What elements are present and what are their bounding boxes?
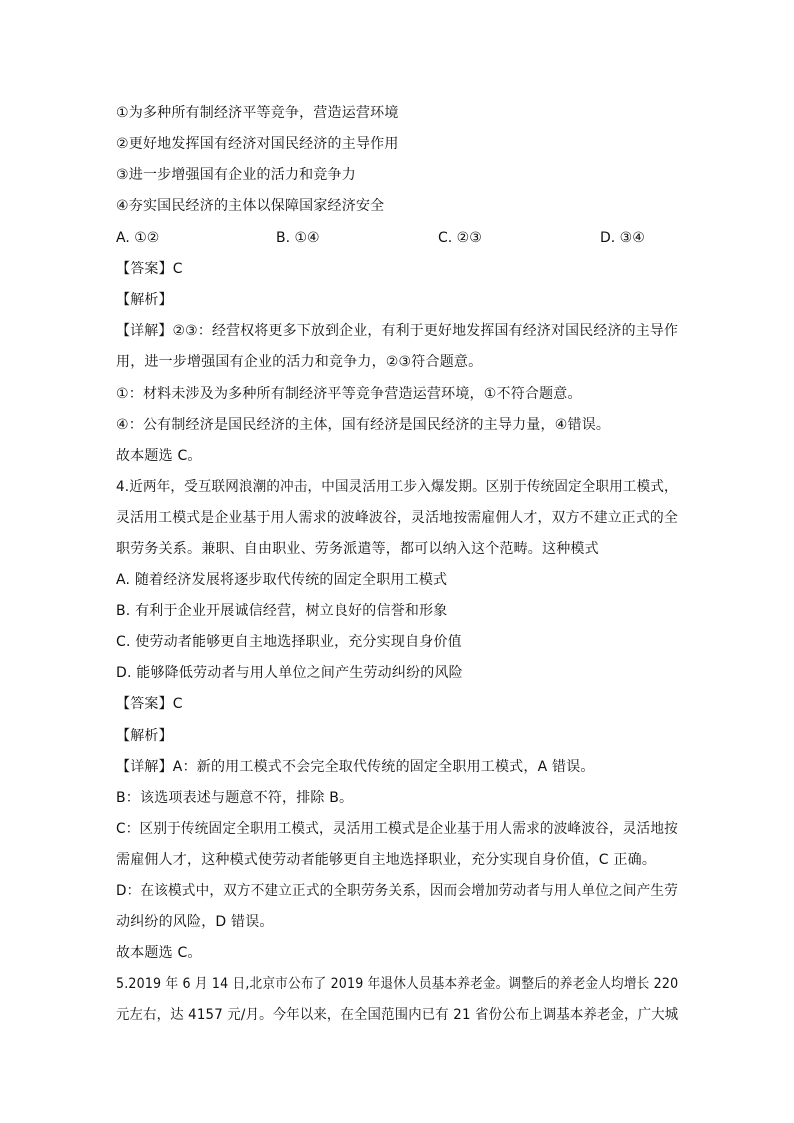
q4-option-d: D. 能够降低劳动者与用人单位之间产生劳动纠纷的风险 xyxy=(116,665,463,681)
q3-answer: 【答案】C xyxy=(116,261,183,277)
q3-statement-1: ①为多种所有制经济平等竞争，营造运营环境 xyxy=(116,105,399,121)
q4-option-c: C. 使劳动者能够更自主地选择职业，充分实现自身价值 xyxy=(116,634,462,650)
q3-statement-4: ④夯实国民经济的主体以保障国家经济安全 xyxy=(116,198,385,214)
q3-conclusion: 故本题选 C。 xyxy=(116,448,202,464)
q4-detail-line-1: 【详解】A：新的用工模式不会完全取代传统的固定全职用工模式，A 错误。 xyxy=(116,759,595,775)
q4-conclusion: 故本题选 C。 xyxy=(116,945,202,961)
q3-option-a: A. ①② xyxy=(116,230,160,246)
q3-detail-line-2: 用，进一步增强国有企业的活力和竞争力，②③符合题意。 xyxy=(116,354,483,370)
q4-detail-line-5: D：在该模式中，双方不建立正式的全职劳务关系，因而会增加劳动者与用人单位之间产生劳 xyxy=(116,883,678,899)
q4-analysis-label: 【解析】 xyxy=(116,728,173,744)
q4-stem-line-3: 职劳务关系。兼职、自由职业、劳务派遣等，都可以纳入这个范畴。这种模式 xyxy=(116,541,599,557)
q5-stem-line-2: 元左右，达 4157 元/月。今年以来，在全国范围内已有 21 省份公布上调基本养老金，广大城 xyxy=(116,1007,679,1023)
q4-option-a: A. 随着经济发展将逐步取代传统的固定全职用工模式 xyxy=(116,572,448,588)
q4-option-b: B. 有利于企业开展诚信经营，树立良好的信誉和形象 xyxy=(116,603,448,619)
q4-detail-line-2: B：该选项表述与题意不符，排除 B。 xyxy=(116,790,354,806)
q4-stem-line-1: 4.近两年，受互联网浪潮的冲击，中国灵活用工步入爆发期。区别于传统固定全职用工模式， xyxy=(116,479,678,495)
q3-detail-line-3: ①：材料未涉及为多种所有制经济平等竞争营造运营环境，①不符合题意。 xyxy=(116,386,582,402)
q4-detail-line-3: C：区别于传统固定全职用工模式，灵活用工模式是企业基于用人需求的波峰波谷，灵活地按 xyxy=(116,821,678,837)
q4-answer: 【答案】C xyxy=(116,696,183,712)
q3-statement-2: ②更好地发挥国有经济对国民经济的主导作用 xyxy=(116,136,399,152)
q4-stem-line-2: 灵活用工模式是企业基于用人需求的波峰波谷，灵活地按需雇佣人才，双方不建立正式的全 xyxy=(116,510,678,526)
q3-option-d: D. ③④ xyxy=(600,230,645,246)
q4-detail-line-4: 需雇佣人才，这种模式使劳动者能够更自主地选择职业，充分实现自身价值，C 正确。 xyxy=(116,852,657,868)
q3-analysis-label: 【解析】 xyxy=(116,292,173,308)
q3-option-b: B. ①④ xyxy=(276,230,320,246)
q3-statement-3: ③进一步增强国有企业的活力和竞争力 xyxy=(116,167,356,183)
q5-stem-line-1: 5.2019 年 6 月 14 日,北京市公布了 2019 年退休人员基本养老金。调整后的养老金人均增长 220 xyxy=(116,976,679,992)
q4-detail-line-6: 动纠纷的风险，D 错误。 xyxy=(116,914,274,930)
q3-option-c: C. ②③ xyxy=(438,230,482,246)
q3-detail-line-1: 【详解】②③：经营权将更多下放到企业，有利于更好地发挥国有经济对国民经济的主导作 xyxy=(116,323,679,339)
q3-options xyxy=(116,228,676,248)
q3-detail-line-4: ④：公有制经济是国民经济的主体，国有经济是国民经济的主导力量，④错误。 xyxy=(116,417,611,433)
